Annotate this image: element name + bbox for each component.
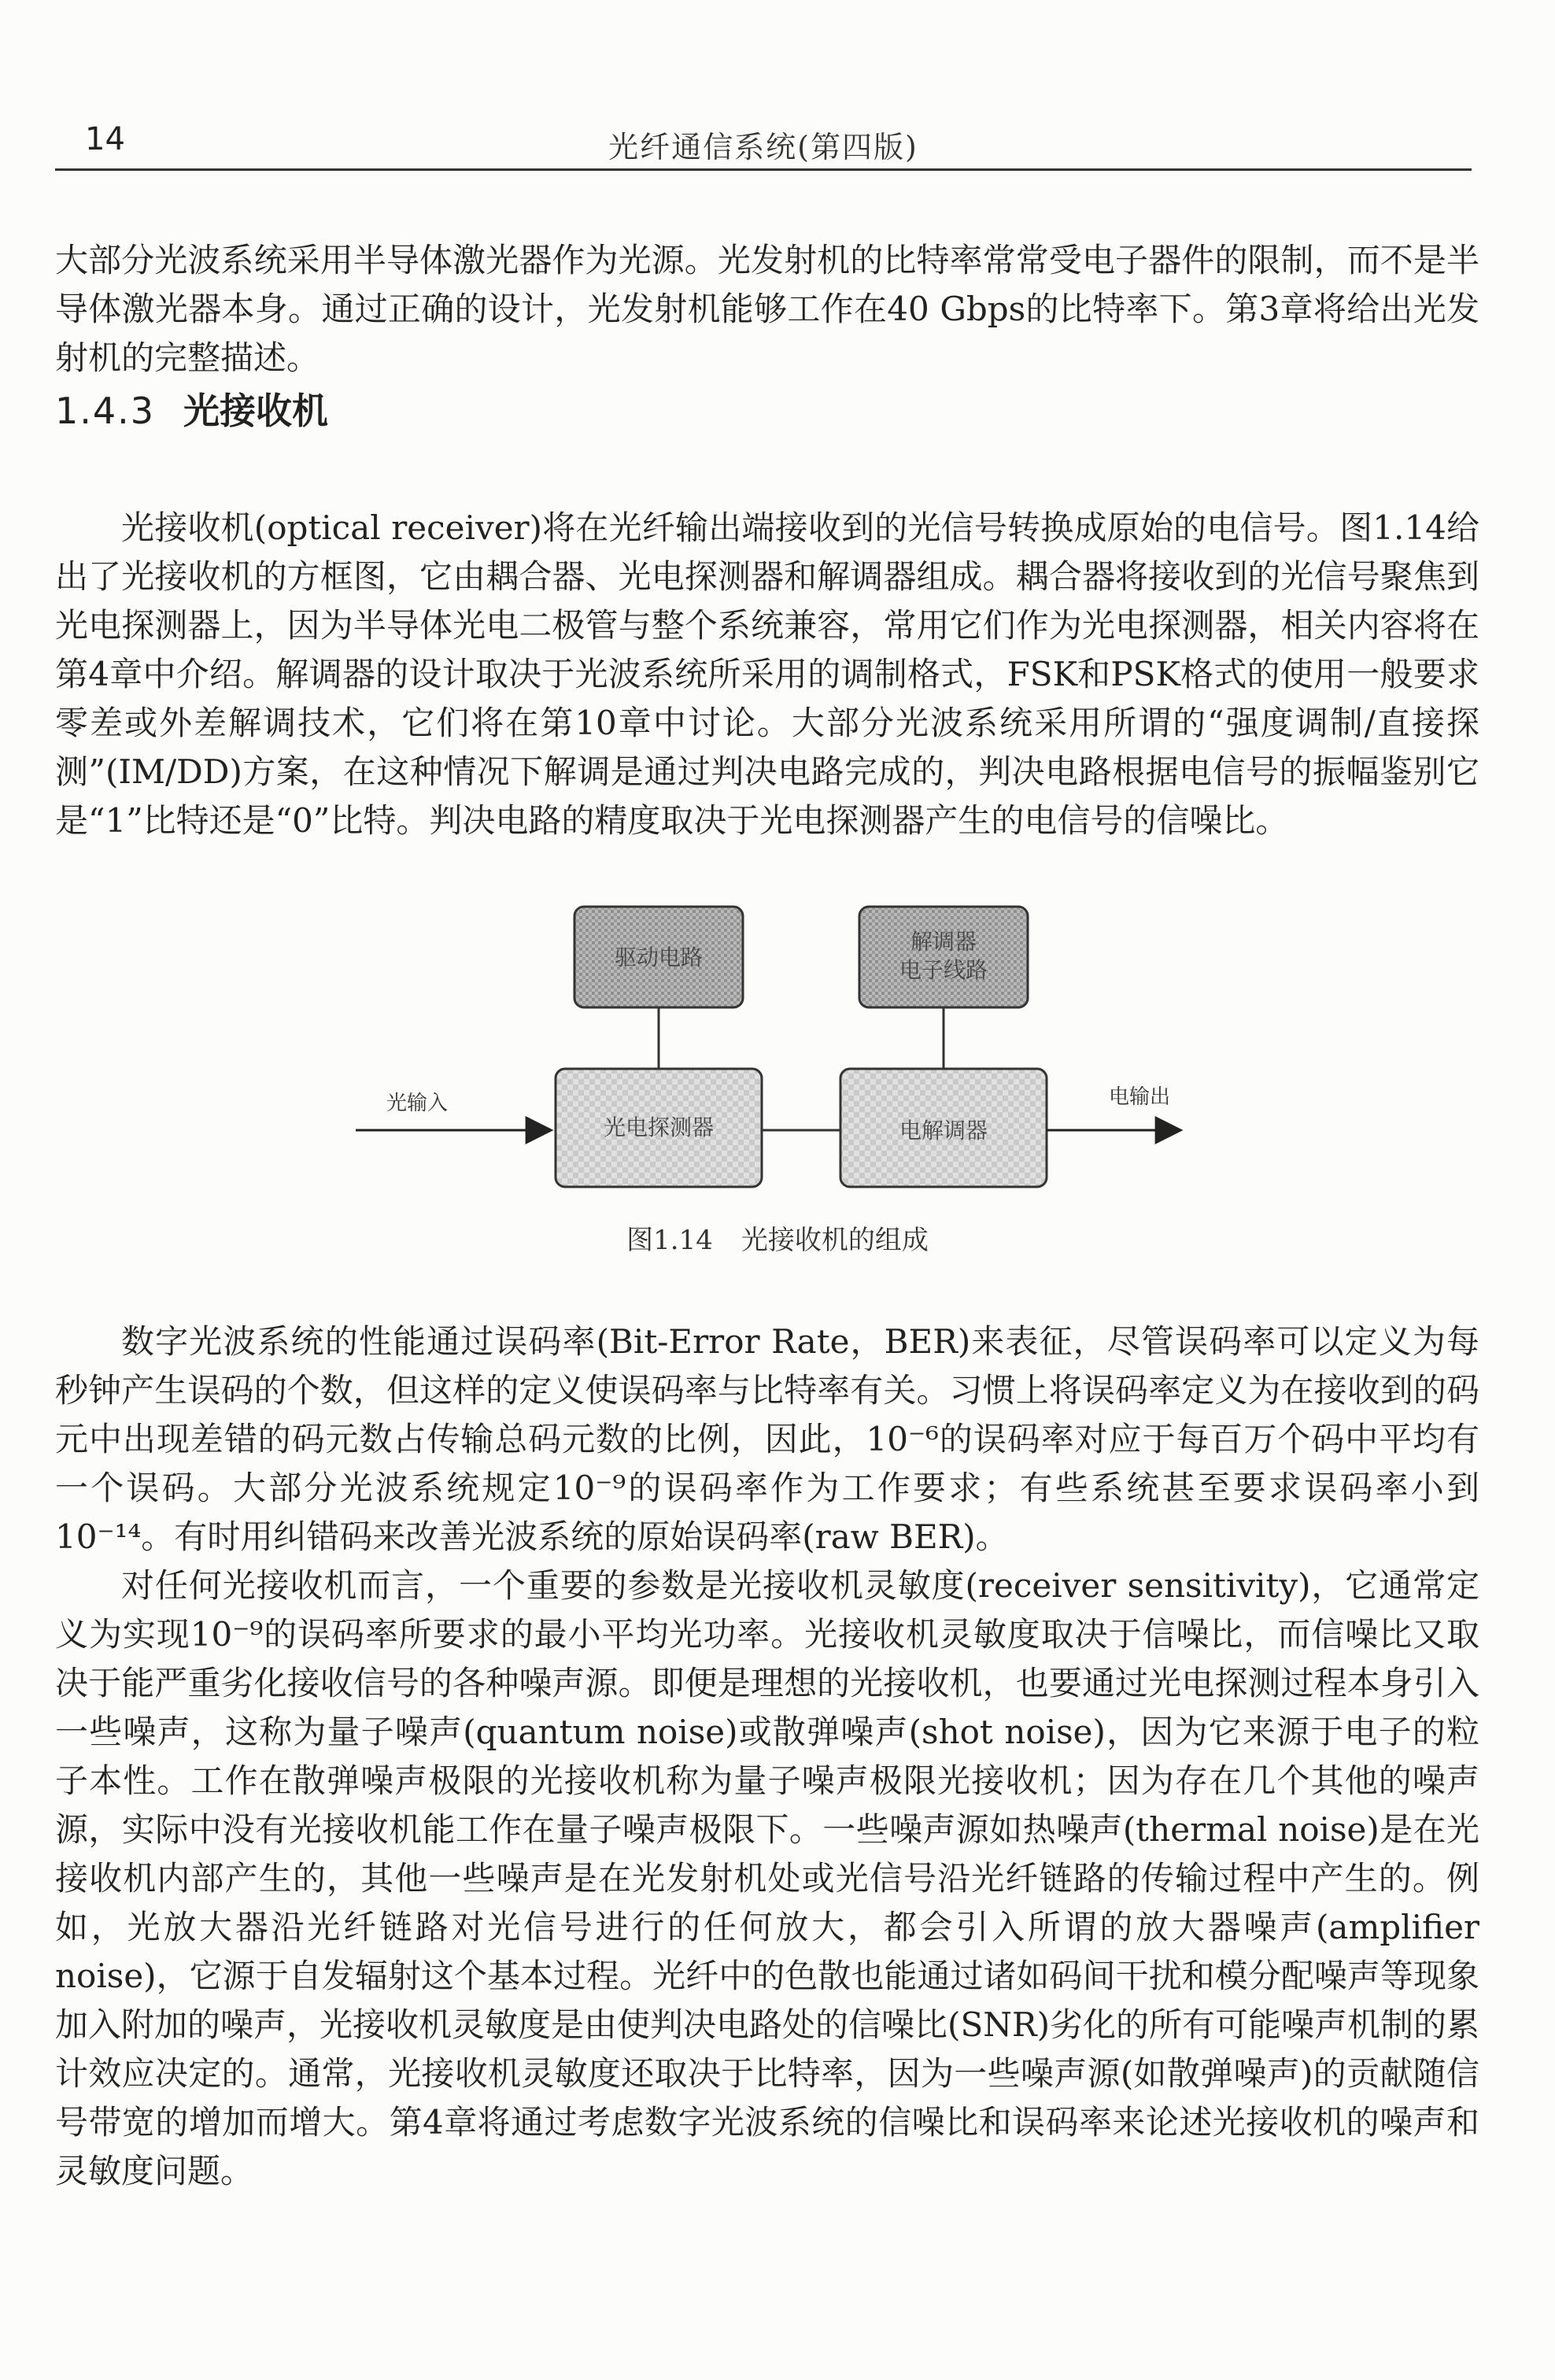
paragraph-ber: 数字光波系统的性能通过误码率(Bit-Error Rate，BER)来表征，尽管误码率可以定义为每秒钟产生误码的个数，但这样的定义使误码率与比特率有关。习惯上将误码率定义为在接收到的码元中出现差错的码元数占传输总码元数的比例，因此，10⁻⁶的误码率对应于每百万个码中平均有一个误码。大部分光波系统规定10⁻⁹的误码率作为工作要求；有些系统甚至要求误码率小到10⁻¹⁴。有时用纠错码来改善光波系统的原始误码率(raw BER)。 [55, 1322, 1479, 1556]
page-header [55, 118, 1472, 171]
photodetector-label: 光电探测器 [603, 1114, 715, 1140]
figure-caption [0, 1218, 1555, 1257]
paragraph-intro: 大部分光波系统采用半导体激光器作为光源。光发射机的比特率常常受电子器件的限制，而不是半导体激光器本身。通过正确的设计，光发射机能够工作在40 Gbps的比特率下。第3章将给出光发射机的完整描述。 [55, 241, 1479, 377]
page-number: 14 [85, 121, 125, 157]
figure-caption-number: 图1.14 [626, 1225, 713, 1256]
demodulator-label: 电解调器 [899, 1118, 988, 1144]
figure-caption-text: 光接收机的组成 [741, 1225, 929, 1256]
block-diagram [0, 897, 1555, 1212]
figure-receiver-block-diagram [0, 897, 1555, 1306]
electrical-output-label: 电输出 [1108, 1085, 1171, 1109]
running-title: 光纤通信系统(第四版) [608, 130, 918, 164]
section-title: 光接收机 [183, 390, 329, 432]
demod-electronics-label-line1: 解调器 [910, 929, 977, 955]
driver-circuit-label: 驱动电路 [614, 944, 704, 970]
demod-electronics-label-line2: 电子线路 [899, 957, 988, 983]
paragraph-sensitivity: 对任何光接收机而言，一个重要的参数是光接收机灵敏度(receiver sensitivity)，它通常定义为实现10⁻⁹的误码率所要求的最小平均光功率。光接收机灵敏度取决于信噪比，而信噪比又取决于能严重劣化接收信号的各种噪声源。即便是理想的光接收机，也要通过光电探测过程本身引入一些噪声，这称为量子噪声(quantum noise)或散弹噪声(shot noise)，因为它来源于电子的粒子本性。工作在散弹噪声极限的光接收机称为量子噪声极限光接收机；因为存在几个其他的噪声源，实际中没有光接收机能工作在量子噪声极限下。一些噪声源如热噪声(thermal noise)是在光接收机内部产生的，其他一些噪声是在光发射机处或光信号沿光纤链路的传输过程中产生的。例如，光放大器沿光纤链路对光信号进行的任何放大，都会引入所谓的放大器噪声(amplifier noise)，它源于自发辐射这个基本过程。光纤中的色散也能通过诸如码间干扰和模分配噪声等现象加入附加的噪声，光接收机灵敏度是由使判决电路处的信噪比(SNR)劣化的所有可能噪声机制的累计效应决定的。通常，光接收机灵敏度还取决于比特率，因为一些噪声源(如散弹噪声)的贡献随信号带宽的增加而增大。第4章将通过考虑数字光波系统的信噪比和误码率来论述光接收机的噪声和灵敏度问题。 [55, 1566, 1479, 2190]
paragraph-receiver-overview: 光接收机(optical receiver)将在光纤输出端接收到的光信号转换成原始的电信号。图1.14给出了光接收机的方框图，它由耦合器、光电探测器和解调器组成。耦合器将接收到的光信号聚焦到光电探测器上，因为半导体光电二极管与整个系统兼容，常用它们作为光电探测器，相关内容将在第4章中介绍。解调器的设计取决于光波系统所采用的调制格式，FSK和PSK格式的使用一般要求零差或外差解调技术，它们将在第10章中讨论。大部分光波系统采用所谓的“强度调制/直接探测”(IM/DD)方案，在这种情况下解调是通过判决电路完成的，判决电路根据电信号的振幅鉴别它是“1”比特还是“0”比特。判决电路的精度取决于光电探测器产生的电信号的信噪比。 [55, 508, 1479, 840]
optical-input-label: 光输入 [386, 1092, 449, 1115]
section-heading [55, 382, 328, 434]
section-number: 1.4.3 [55, 390, 156, 432]
